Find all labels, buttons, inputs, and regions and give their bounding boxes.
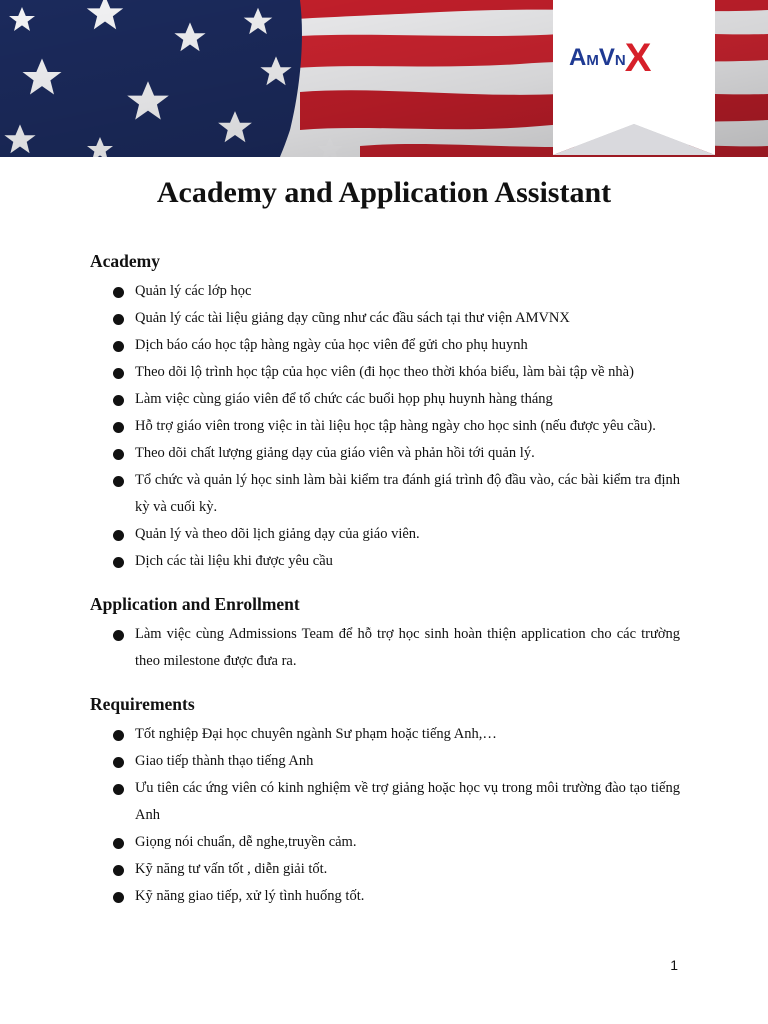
logo-letter: A <box>569 44 587 71</box>
bullet-icon <box>113 395 124 406</box>
logo-wordmark <box>569 30 652 80</box>
bullet-icon <box>113 422 124 433</box>
list-item <box>90 467 680 521</box>
logo-letter-x: X <box>624 36 652 80</box>
list-item <box>90 413 680 440</box>
list-item <box>90 856 680 883</box>
list-item <box>90 521 680 548</box>
list-item-text: Kỹ năng tư vấn tốt , diễn giải tốt. <box>135 861 328 877</box>
bullet-list <box>90 278 680 575</box>
list-item <box>90 548 680 575</box>
list-item <box>90 883 680 910</box>
list-item-text: Làm việc cùng Admissions Team để hỗ trợ học sinh hoàn thiện application cho các trường theo milestone được đưa ra. <box>135 626 680 669</box>
company-logo <box>553 0 715 157</box>
bullet-icon <box>113 341 124 352</box>
logo-letter: M <box>586 52 599 69</box>
list-item-text: Theo dõi lộ trình học tập của học viên (đi học theo thời khóa biểu, làm bài tập về nhà) <box>135 364 634 380</box>
bullet-icon <box>113 449 124 460</box>
list-item-text: Giọng nói chuẩn, dễ nghe,truyền cảm. <box>135 834 357 850</box>
list-item-text: Dịch các tài liệu khi được yêu cầu <box>135 553 333 569</box>
section-application-enrollment <box>90 593 680 675</box>
bullet-icon <box>113 476 124 487</box>
logo-letter: V <box>598 44 615 71</box>
list-item <box>90 332 680 359</box>
list-item-text: Quản lý các lớp học <box>135 283 252 299</box>
list-item <box>90 621 680 675</box>
list-item <box>90 386 680 413</box>
bullet-icon <box>113 757 124 768</box>
bullet-icon <box>113 557 124 568</box>
list-item-text: Ưu tiên các ứng viên có kinh nghiệm về trợ giảng hoặc học vụ trong môi trường đào tạo tiếng Anh <box>135 780 680 823</box>
list-item-text: Tốt nghiệp Đại học chuyên ngành Sư phạm hoặc tiếng Anh,… <box>135 726 497 742</box>
bullet-icon <box>113 892 124 903</box>
list-item-text: Làm việc cùng giáo viên để tổ chức các buổi họp phụ huynh hàng tháng <box>135 391 553 407</box>
bullet-list <box>90 621 680 675</box>
list-item-text: Giao tiếp thành thạo tiếng Anh <box>135 753 314 769</box>
bullet-icon <box>113 530 124 541</box>
list-item <box>90 440 680 467</box>
list-item-text: Quản lý và theo dõi lịch giảng dạy của giáo viên. <box>135 526 420 542</box>
bullet-icon <box>113 784 124 795</box>
bullet-icon <box>113 314 124 325</box>
page-number: 1 <box>670 957 678 973</box>
list-item-text: Theo dõi chất lượng giảng dạy của giáo viên và phản hồi tới quản lý. <box>135 445 535 461</box>
logo-letter: N <box>614 52 626 69</box>
section-heading: Academy <box>90 251 160 271</box>
list-item-text: Kỹ năng giao tiếp, xử lý tình huống tốt. <box>135 888 365 904</box>
list-item <box>90 359 680 386</box>
list-item <box>90 278 680 305</box>
bullet-icon <box>113 368 124 379</box>
bullet-icon <box>113 838 124 849</box>
section-requirements <box>90 693 680 910</box>
list-item <box>90 775 680 829</box>
header-banner <box>0 0 768 157</box>
list-item-text: Quản lý các tài liệu giảng dạy cũng như các đầu sách tại thư viện AMVNX <box>135 310 570 326</box>
list-item-text: Dịch báo cáo học tập hàng ngày của học viên để gửi cho phụ huynh <box>135 337 528 353</box>
list-item <box>90 305 680 332</box>
list-item <box>90 748 680 775</box>
bullet-list <box>90 721 680 910</box>
list-item <box>90 721 680 748</box>
section-heading: Application and Enrollment <box>90 594 300 614</box>
list-item <box>90 829 680 856</box>
bullet-icon <box>113 287 124 298</box>
section-academy <box>90 250 680 575</box>
list-item-text: Hỗ trợ giáo viên trong việc in tài liệu học tập hàng ngày cho học sinh (nếu được yêu cầu). <box>135 418 656 434</box>
document-title: Academy and Application Assistant <box>156 176 612 209</box>
bullet-icon <box>113 865 124 876</box>
bullet-icon <box>113 630 124 641</box>
list-item-text: Tổ chức và quản lý học sinh làm bài kiểm tra đánh giá trình độ đầu vào, các bài kiểm tra định kỳ và cuối kỳ. <box>135 472 680 515</box>
section-heading: Requirements <box>90 694 195 714</box>
bullet-icon <box>113 730 124 741</box>
